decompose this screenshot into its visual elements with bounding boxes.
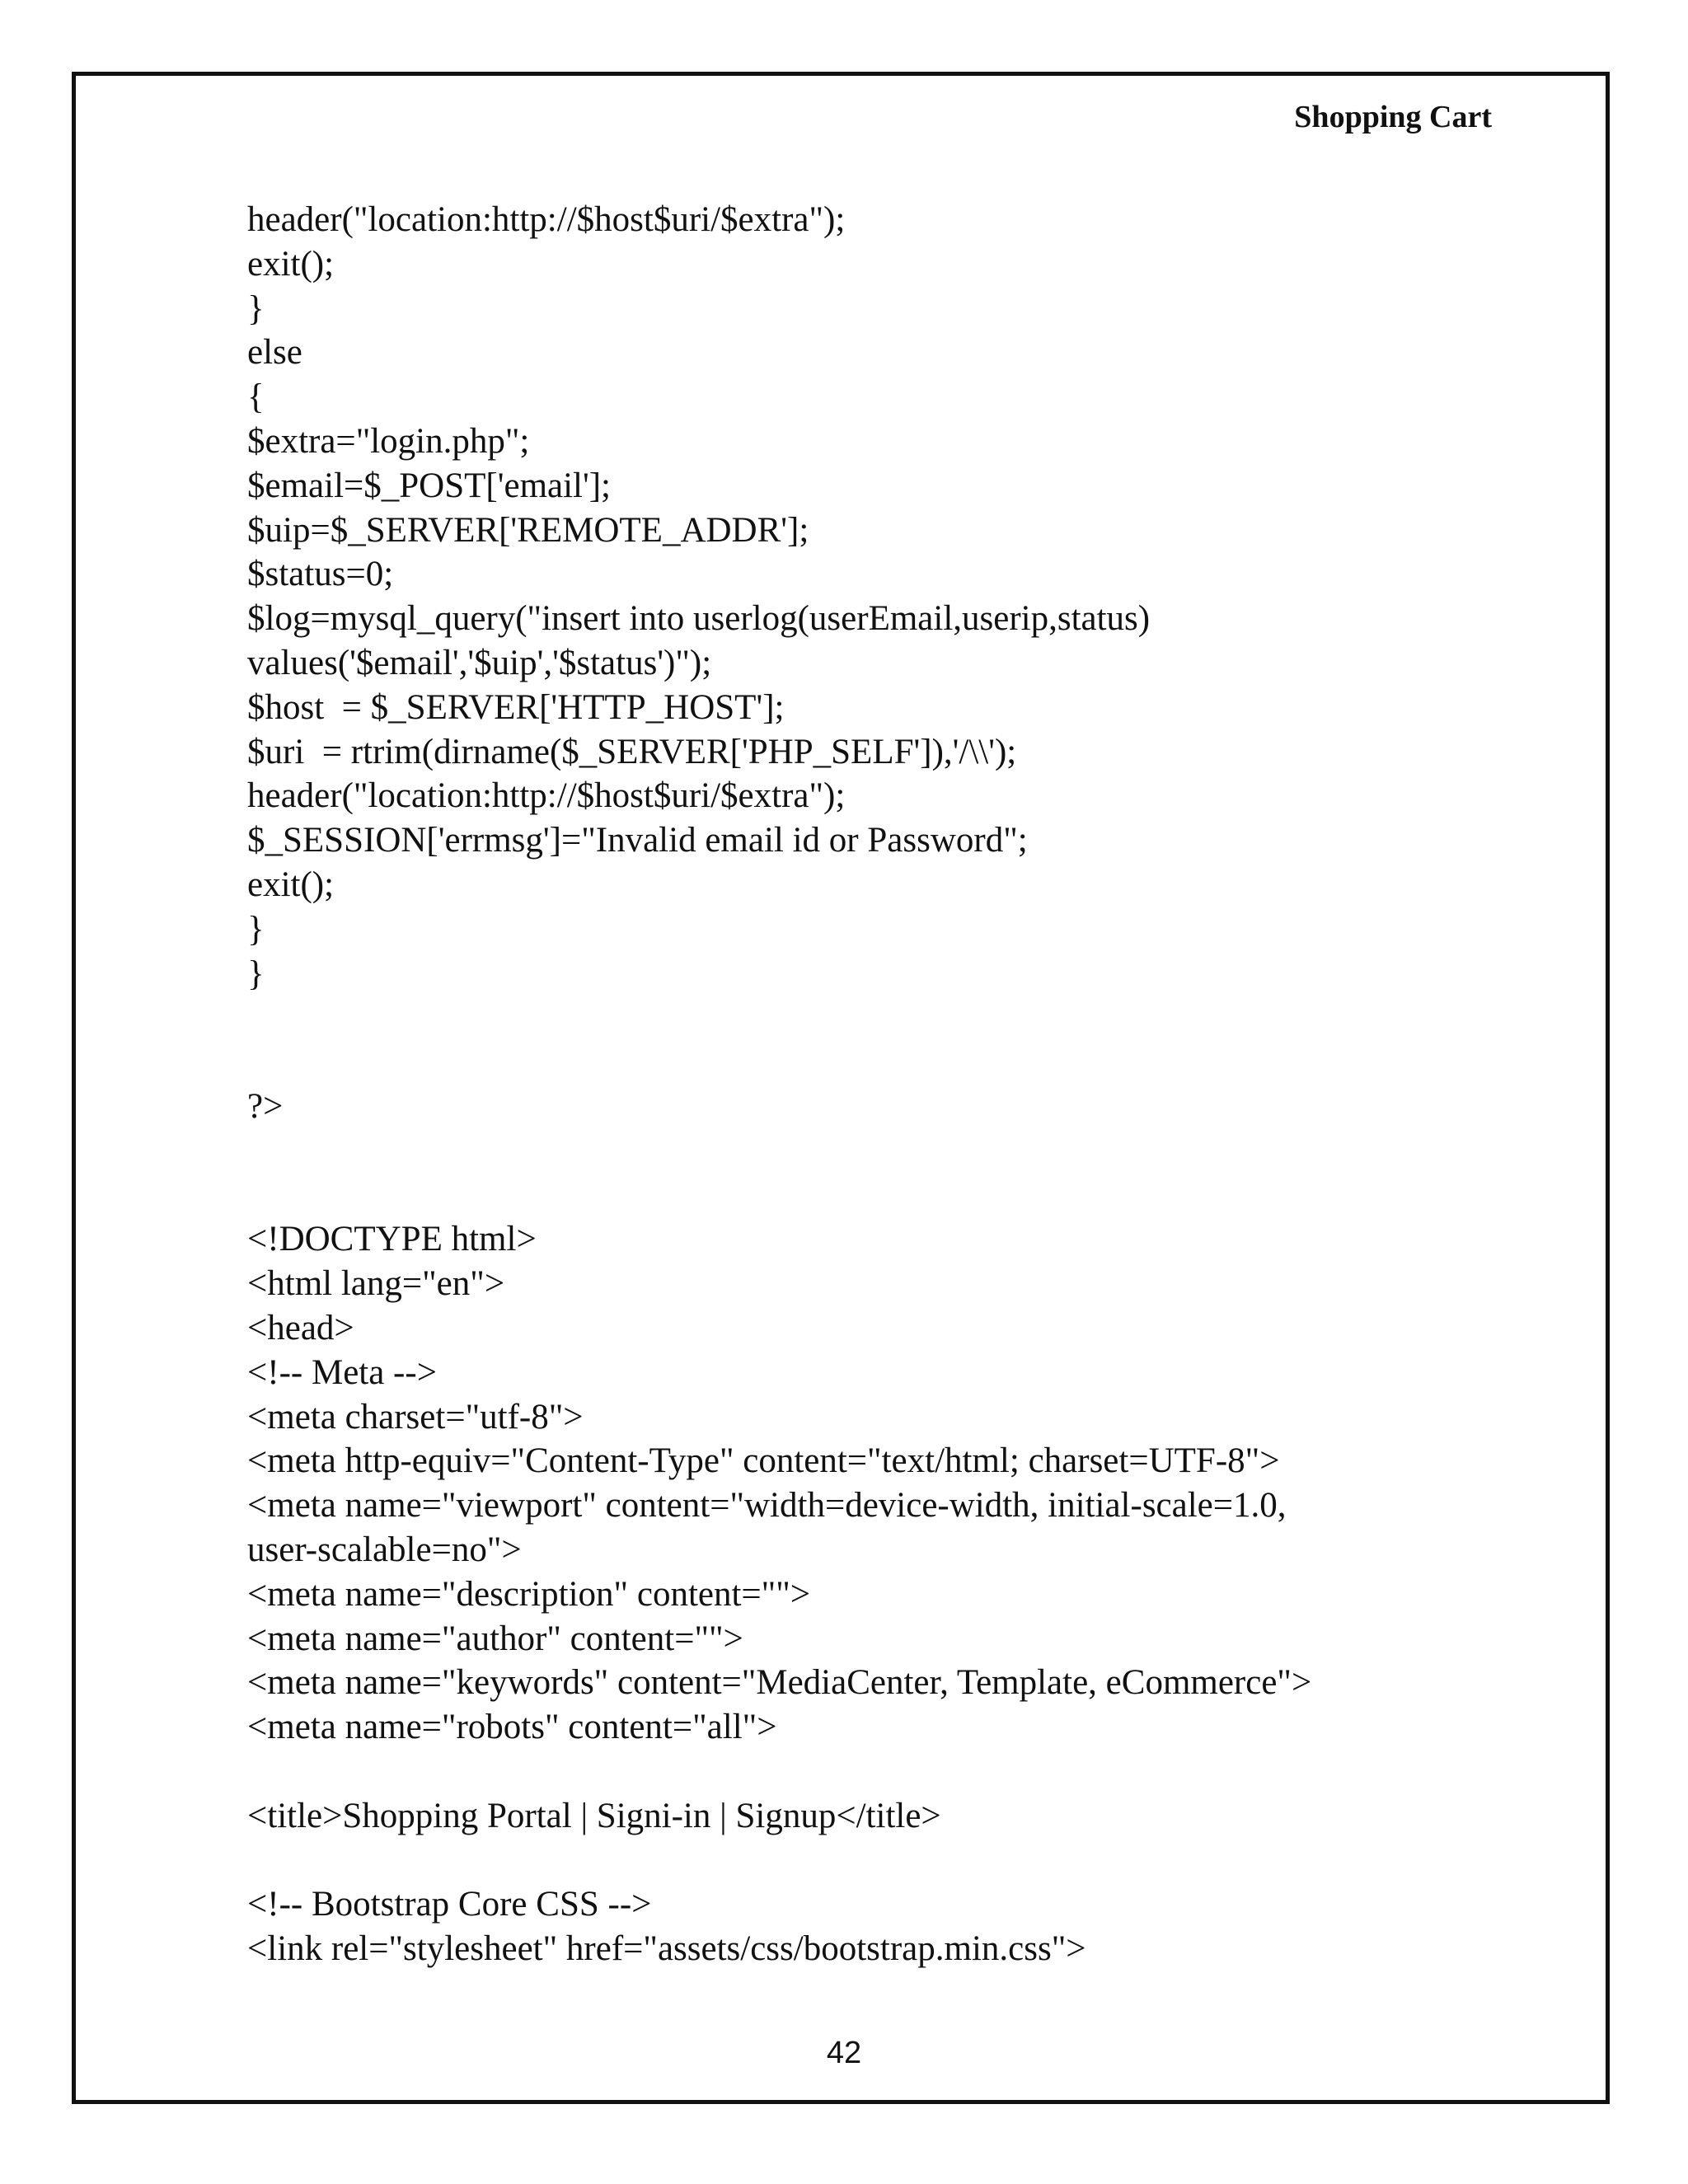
code-line: $log=mysql_query("insert into userlog(userEmail,userip,status) <box>247 599 1151 639</box>
code-line: exit(); <box>247 865 335 904</box>
code-listing <box>247 198 1533 1971</box>
code-line: } <box>247 909 265 949</box>
running-header-title: Shopping Cart <box>1294 100 1492 134</box>
code-line: <meta name="author" content=""> <box>247 1619 743 1658</box>
code-line: else <box>247 333 302 373</box>
code-line <box>247 996 1533 1040</box>
code-line: <head> <box>247 1308 354 1347</box>
code-line: values('$email','$uip','$status')"); <box>247 643 712 682</box>
code-line: <meta name="robots" content="all"> <box>247 1708 777 1747</box>
code-line: $uip=$_SERVER['REMOTE_ADDR']; <box>247 510 809 550</box>
code-line: <meta name="description" content=""> <box>247 1574 811 1614</box>
code-line: $uri = rtrim(dirname($_SERVER['PHP_SELF']),'/\\'); <box>247 732 1017 771</box>
code-line: $_SESSION['errmsg']="Invalid email id or Password"; <box>247 821 1028 860</box>
code-line: ?> <box>247 1086 284 1126</box>
code-line: user-scalable=no"> <box>247 1530 522 1569</box>
code-line: $host = $_SERVER['HTTP_HOST']; <box>247 687 785 727</box>
code-line <box>247 1750 1533 1794</box>
code-line: $extra="login.php"; <box>247 421 530 461</box>
code-line: <!DOCTYPE html> <box>247 1220 537 1259</box>
code-line <box>247 1838 1533 1882</box>
code-line: } <box>247 288 265 328</box>
code-line: <meta name="viewport" content="width=device-width, initial-scale=1.0, <box>247 1486 1287 1526</box>
code-line: <!-- Bootstrap Core CSS --> <box>247 1885 652 1924</box>
page-number: 42 <box>826 2036 862 2070</box>
code-line <box>247 1129 1533 1174</box>
code-line: <meta charset="utf-8"> <box>247 1397 584 1436</box>
code-line <box>247 1040 1533 1085</box>
code-line: <link rel="stylesheet" href="assets/css/bootstrap.min.css"> <box>247 1929 1086 1969</box>
code-line: <title>Shopping Portal | Signi-in | Signup</title> <box>247 1796 941 1835</box>
code-line: $status=0; <box>247 555 394 594</box>
code-line: } <box>247 954 265 993</box>
code-line: <html lang="en"> <box>247 1264 505 1304</box>
code-line: <!-- Meta --> <box>247 1352 437 1392</box>
code-line: $email=$_POST['email']; <box>247 466 612 505</box>
code-line: exit(); <box>247 244 335 284</box>
code-line: <meta http-equiv="Content-Type" content="text/html; charset=UTF-8"> <box>247 1441 1280 1481</box>
code-line <box>247 1174 1533 1218</box>
code-line: <meta name="keywords" content="MediaCenter, Template, eCommerce"> <box>247 1663 1312 1703</box>
code-line: header("location:http://$host$uri/$extra"); <box>247 776 846 816</box>
code-line: { <box>247 377 265 417</box>
code-line: header("location:http://$host$uri/$extra"); <box>247 200 846 239</box>
